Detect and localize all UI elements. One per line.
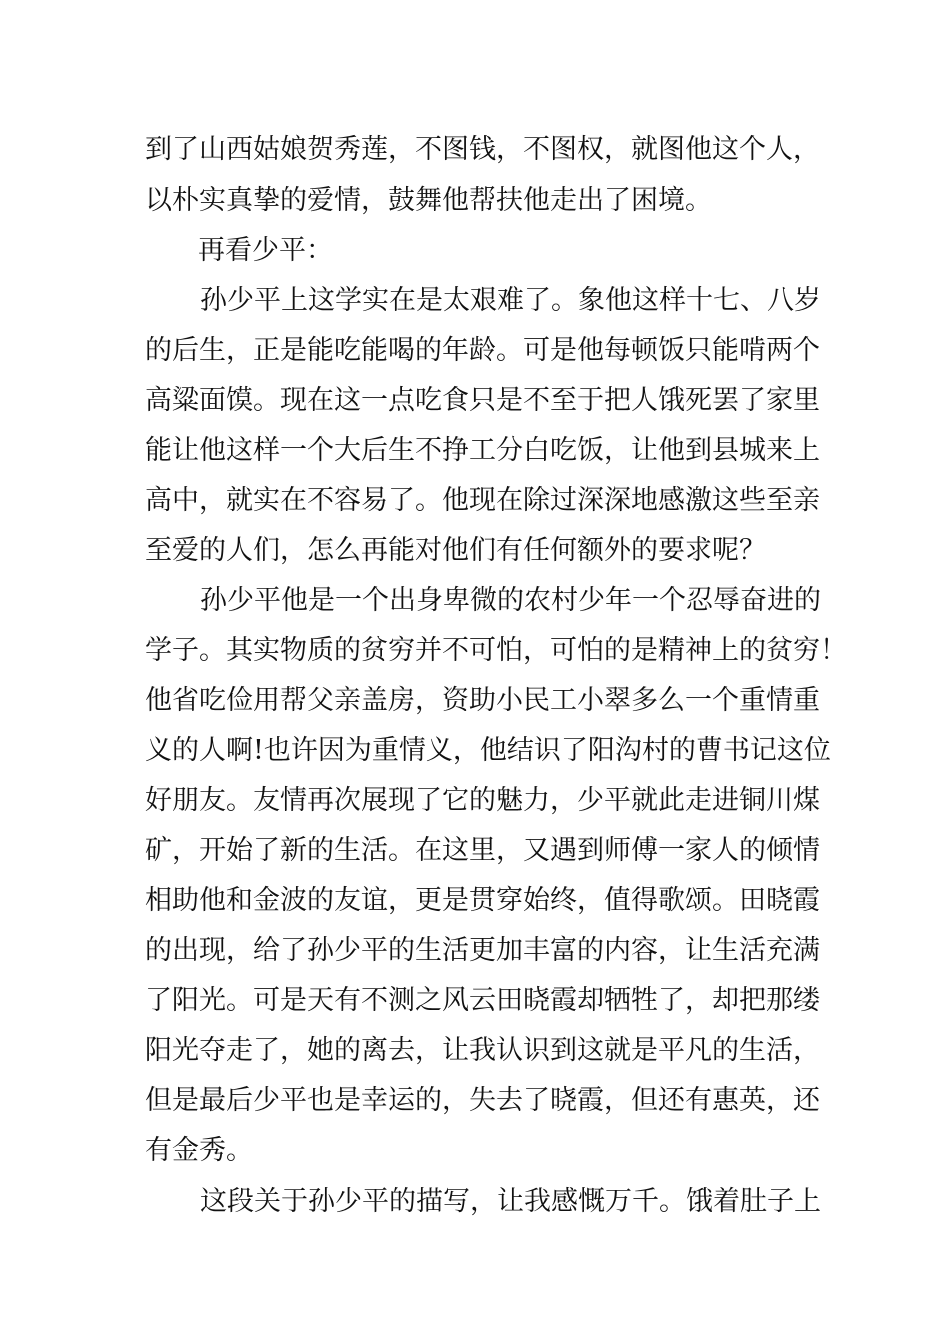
text-line-19: 阳光夺走了，她的离去，让我认识到这就是平凡的生活， <box>145 1035 820 1066</box>
text-line-7: 能让他这样一个大后生不挣工分白吃饭，让他到县城来上 <box>145 435 820 466</box>
text-line-17: 的出现，给了孙少平的生活更加丰富的内容，让生活充满 <box>145 935 820 966</box>
text-line-13: 义的人啊!也许因为重情义，他结识了阳沟村的曹书记这位 <box>145 735 831 766</box>
text-line-22: 这段关于孙少平的描写，让我感慨万千。饿着肚子上 <box>200 1186 821 1217</box>
text-line-9: 至爱的人们，怎么再能对他们有任何额外的要求呢？ <box>145 535 766 566</box>
text-line-8: 高中，就实在不容易了。他现在除过深深地感激这些至亲 <box>145 485 820 516</box>
text-line-18: 了阳光。可是天有不测之风云田晓霞却牺牲了，却把那缕 <box>145 985 820 1016</box>
text-line-10: 孙少平他是一个出身卑微的农村少年一个忍辱奋进的 <box>200 585 821 616</box>
text-line-5: 的后生，正是能吃能喝的年龄。可是他每顿饭只能啃两个 <box>145 335 820 366</box>
text-line-21: 有金秀。 <box>145 1135 253 1166</box>
text-line-11: 学子。其实物质的贫穷并不可怕，可怕的是精神上的贫穷！ <box>145 635 847 666</box>
text-line-20: 但是最后少平也是幸运的，失去了晓霞，但还有惠英，还 <box>145 1085 820 1116</box>
text-line-4: 孙少平上这学实在是太艰难了。象他这样十七、八岁 <box>200 285 821 316</box>
text-line-15: 矿，开始了新的生活。在这里，又遇到师傅一家人的倾情 <box>145 835 820 866</box>
text-line-6: 高粱面馍。现在这一点吃食只是不至于把人饿死罢了家里 <box>145 385 820 416</box>
text-line-14: 好朋友。友情再次展现了它的魅力，少平就此走进铜川煤 <box>145 785 820 816</box>
text-line-16: 相助他和金波的友谊，更是贯穿始终，值得歌颂。田晓霞 <box>145 885 820 916</box>
text-line-2: 以朴实真挚的爱情，鼓舞他帮扶他走出了困境。 <box>145 185 712 216</box>
text-line-12: 他省吃俭用帮父亲盖房，资助小民工小翠多么一个重情重 <box>145 685 820 716</box>
text-line-1: 到了山西姑娘贺秀莲，不图钱，不图权，就图他这个人， <box>145 134 820 165</box>
section-heading: 再看少平： <box>198 235 333 266</box>
